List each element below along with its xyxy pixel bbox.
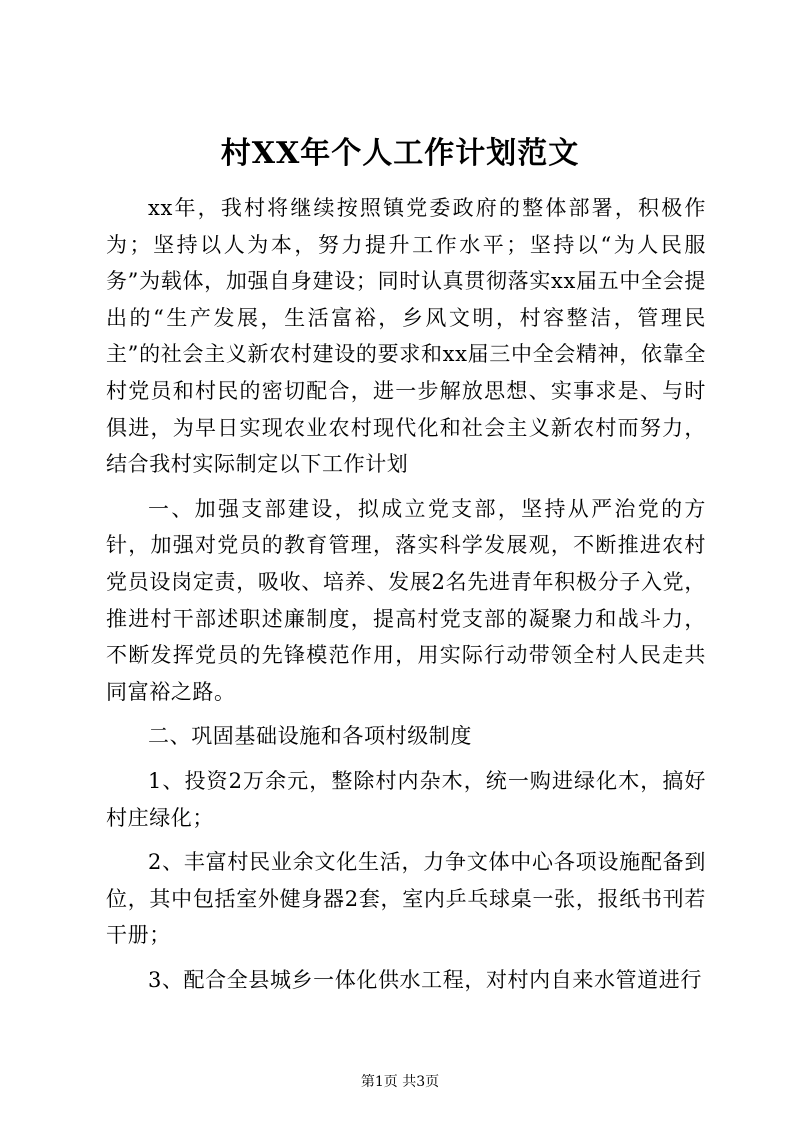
document-body (106, 190, 706, 1006)
paragraph-section-2-heading: 二、巩固基础设施和各项村级制度 (148, 724, 472, 749)
paragraph-intro: xx年，我村将继续按照镇党委政府的整体部署，积极作为；坚持以人为本，努力提升工作水平；坚持以“为人民服务”为载体，加强自身建设；同时认真贯彻落实xx届五中全会提出的“生产发展，生活富裕，乡风文明，村容整洁，管理民主”的社会主义新农村建设的要求和xx届三中全会精神，依靠全村党员和村民的密切配合，进一步解放思想、实事求是、与时俱进，为早日实现农业农村现代化和社会主义新农村而努力，结合我村实际制定以下工作计划 (106, 196, 706, 477)
document-title: 村XX年个人工作计划范文 (220, 136, 580, 171)
paragraph-item-2: 2、丰富村民业余文化生活，力争文体中心各项设施配备到位，其中包括室外健身器2套，室内乒乓球桌一张，报纸书刊若干册； (106, 850, 706, 948)
paragraph-item-1: 1、投资2万余元，整除村内杂木，统一购进绿化木，搞好村庄绿化； (106, 768, 706, 830)
paragraph-section-1: 一、加强支部建设，拟成立党支部，坚持从严治党的方针，加强对党员的教育管理，落实科学发展观，不断推进农村党员设岗定责，吸收、培养、发展2名先进青年积极分子入党，推进村干部述职述廉制度，提高村党支部的凝聚力和战斗力，不断发挥党员的先锋模范作用，用实际行动带领全村人民走共同富裕之路。 (106, 496, 706, 704)
paragraph-item-3: 3、配合全县城乡一体化供水工程，对村内自来水管道进行 (148, 967, 702, 992)
page-footer: 第1页 共3页 (360, 1074, 440, 1090)
